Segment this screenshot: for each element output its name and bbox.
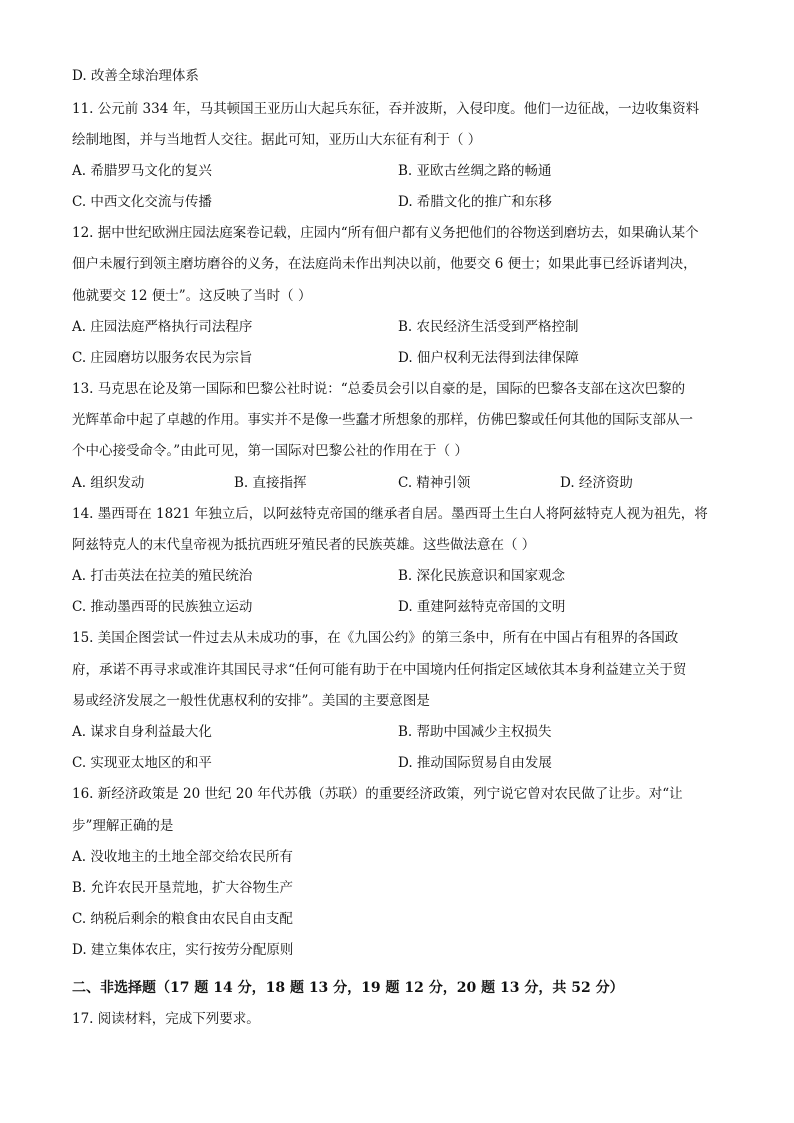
q16-option-a: A. 没收地主的土地全部交给农民所有	[72, 849, 293, 865]
section-title-non-choice: 二、非选择题（17 题 14 分，18 题 13 分，19 题 12 分，20 题 13 分，共 52 分）	[72, 980, 624, 996]
q16-option-d: D. 建立集体农庄，实行按劳分配原则	[72, 942, 294, 958]
q13-stem-line-2: 光辉革命中起了卓越的作用。事实并不是像一些蠢才所想象的那样，仿佛巴黎或任何其他的国际支部从一	[72, 412, 693, 428]
q15-stem-line-2: 府，承诺不再寻求或准许其国民寻求“任何可能有助于在中国境内任何指定区域依其本身利益建立关于贸	[72, 662, 687, 678]
q16-stem-line-2: 步”理解正确的是	[72, 818, 174, 834]
q15-stem-line-3: 易或经济发展之一般性优惠权利的安排”。美国的主要意图是	[72, 693, 430, 709]
q12-option-d: D. 佃户权利无法得到法律保障	[398, 350, 579, 366]
q11-option-d: D. 希腊文化的推广和东移	[398, 194, 552, 210]
q11-option-c: C. 中西文化交流与传播	[72, 194, 212, 210]
q13-stem-line-1: 13. 马克思在论及第一国际和巴黎公社时说：“总委员会引以自豪的是，国际的巴黎各支部在这次巴黎的	[72, 381, 686, 397]
q15-stem-line-1: 15. 美国企图尝试一件过去从未成功的事，在《九国公约》的第三条中，所有在中国占有租界的各国政	[72, 630, 679, 646]
q16-stem-line-1: 16. 新经济政策是 20 世纪 20 年代苏俄（苏联）的重要经济政策，列宁说它曾对农民做了让步。对“让	[72, 786, 683, 802]
q13-option-c: C. 精神引领	[398, 475, 471, 491]
q12-option-b: B. 农民经济生活受到严格控制	[398, 319, 579, 335]
q16-option-c: C. 纳税后剩余的粮食由农民自由支配	[72, 911, 293, 927]
q14-stem-line-1: 14. 墨西哥在 1821 年独立后，以阿兹特克帝国的继承者自居。墨西哥土生白人将阿兹特克人视为祖先，将	[72, 506, 708, 522]
q13-option-a: A. 组织发动	[72, 475, 145, 491]
q15-option-c: C. 实现亚太地区的和平	[72, 755, 212, 771]
q14-option-d: D. 重建阿兹特克帝国的文明	[398, 599, 566, 615]
q12-stem-line-1: 12. 据中世纪欧洲庄园法庭案卷记载，庄园内“所有佃户都有义务把他们的谷物送到磨坊去，如果确认某个	[72, 225, 699, 241]
q13-stem-line-3: 个中心接受命令。”由此可见，第一国际对巴黎公社的作用在于（ ）	[72, 443, 468, 459]
q12-option-c: C. 庄园磨坊以服务农民为宗旨	[72, 350, 253, 366]
q11-stem-line-1: 11. 公元前 334 年，马其顿国王亚历山大起兵东征，吞并波斯，入侵印度。他们一边征战，一边收集资料	[72, 101, 700, 117]
q14-option-a: A. 打击英法在拉美的殖民统治	[72, 568, 253, 584]
q12-stem-line-2: 佃户未履行到领主磨坊磨谷的义务，在法庭尚未作出判决以前，他要交 6 便士；如果此事已经诉诸判决，	[72, 256, 697, 272]
q14-stem-line-2: 阿兹特克人的末代皇帝视为抵抗西班牙殖民者的民族英雄。这些做法意在（ ）	[72, 537, 536, 553]
q15-option-d: D. 推动国际贸易自由发展	[398, 755, 552, 771]
q11-option-b: B. 亚欧古丝绸之路的畅通	[398, 163, 552, 179]
q17-stem: 17. 阅读材料，完成下列要求。	[72, 1011, 260, 1027]
q15-option-b: B. 帮助中国减少主权损失	[398, 724, 552, 740]
q12-option-a: A. 庄园法庭严格执行司法程序	[72, 319, 253, 335]
q14-option-c: C. 推动墨西哥的民族独立运动	[72, 599, 253, 615]
q10-option-d: D. 改善全球治理体系	[72, 68, 199, 84]
q12-stem-line-3: 他就要交 12 便士”。这反映了当时（ ）	[72, 288, 312, 304]
q15-option-a: A. 谋求自身利益最大化	[72, 724, 212, 740]
q11-stem-line-2: 绘制地图，并与当地哲人交往。据此可知，亚历山大东征有利于（ ）	[72, 132, 482, 148]
q13-option-b: B. 直接指挥	[234, 475, 307, 491]
q13-option-d: D. 经济资助	[560, 475, 633, 491]
q11-option-a: A. 希腊罗马文化的复兴	[72, 163, 212, 179]
q16-option-b: B. 允许农民开垦荒地，扩大谷物生产	[72, 880, 294, 896]
q14-option-b: B. 深化民族意识和国家观念	[398, 568, 566, 584]
